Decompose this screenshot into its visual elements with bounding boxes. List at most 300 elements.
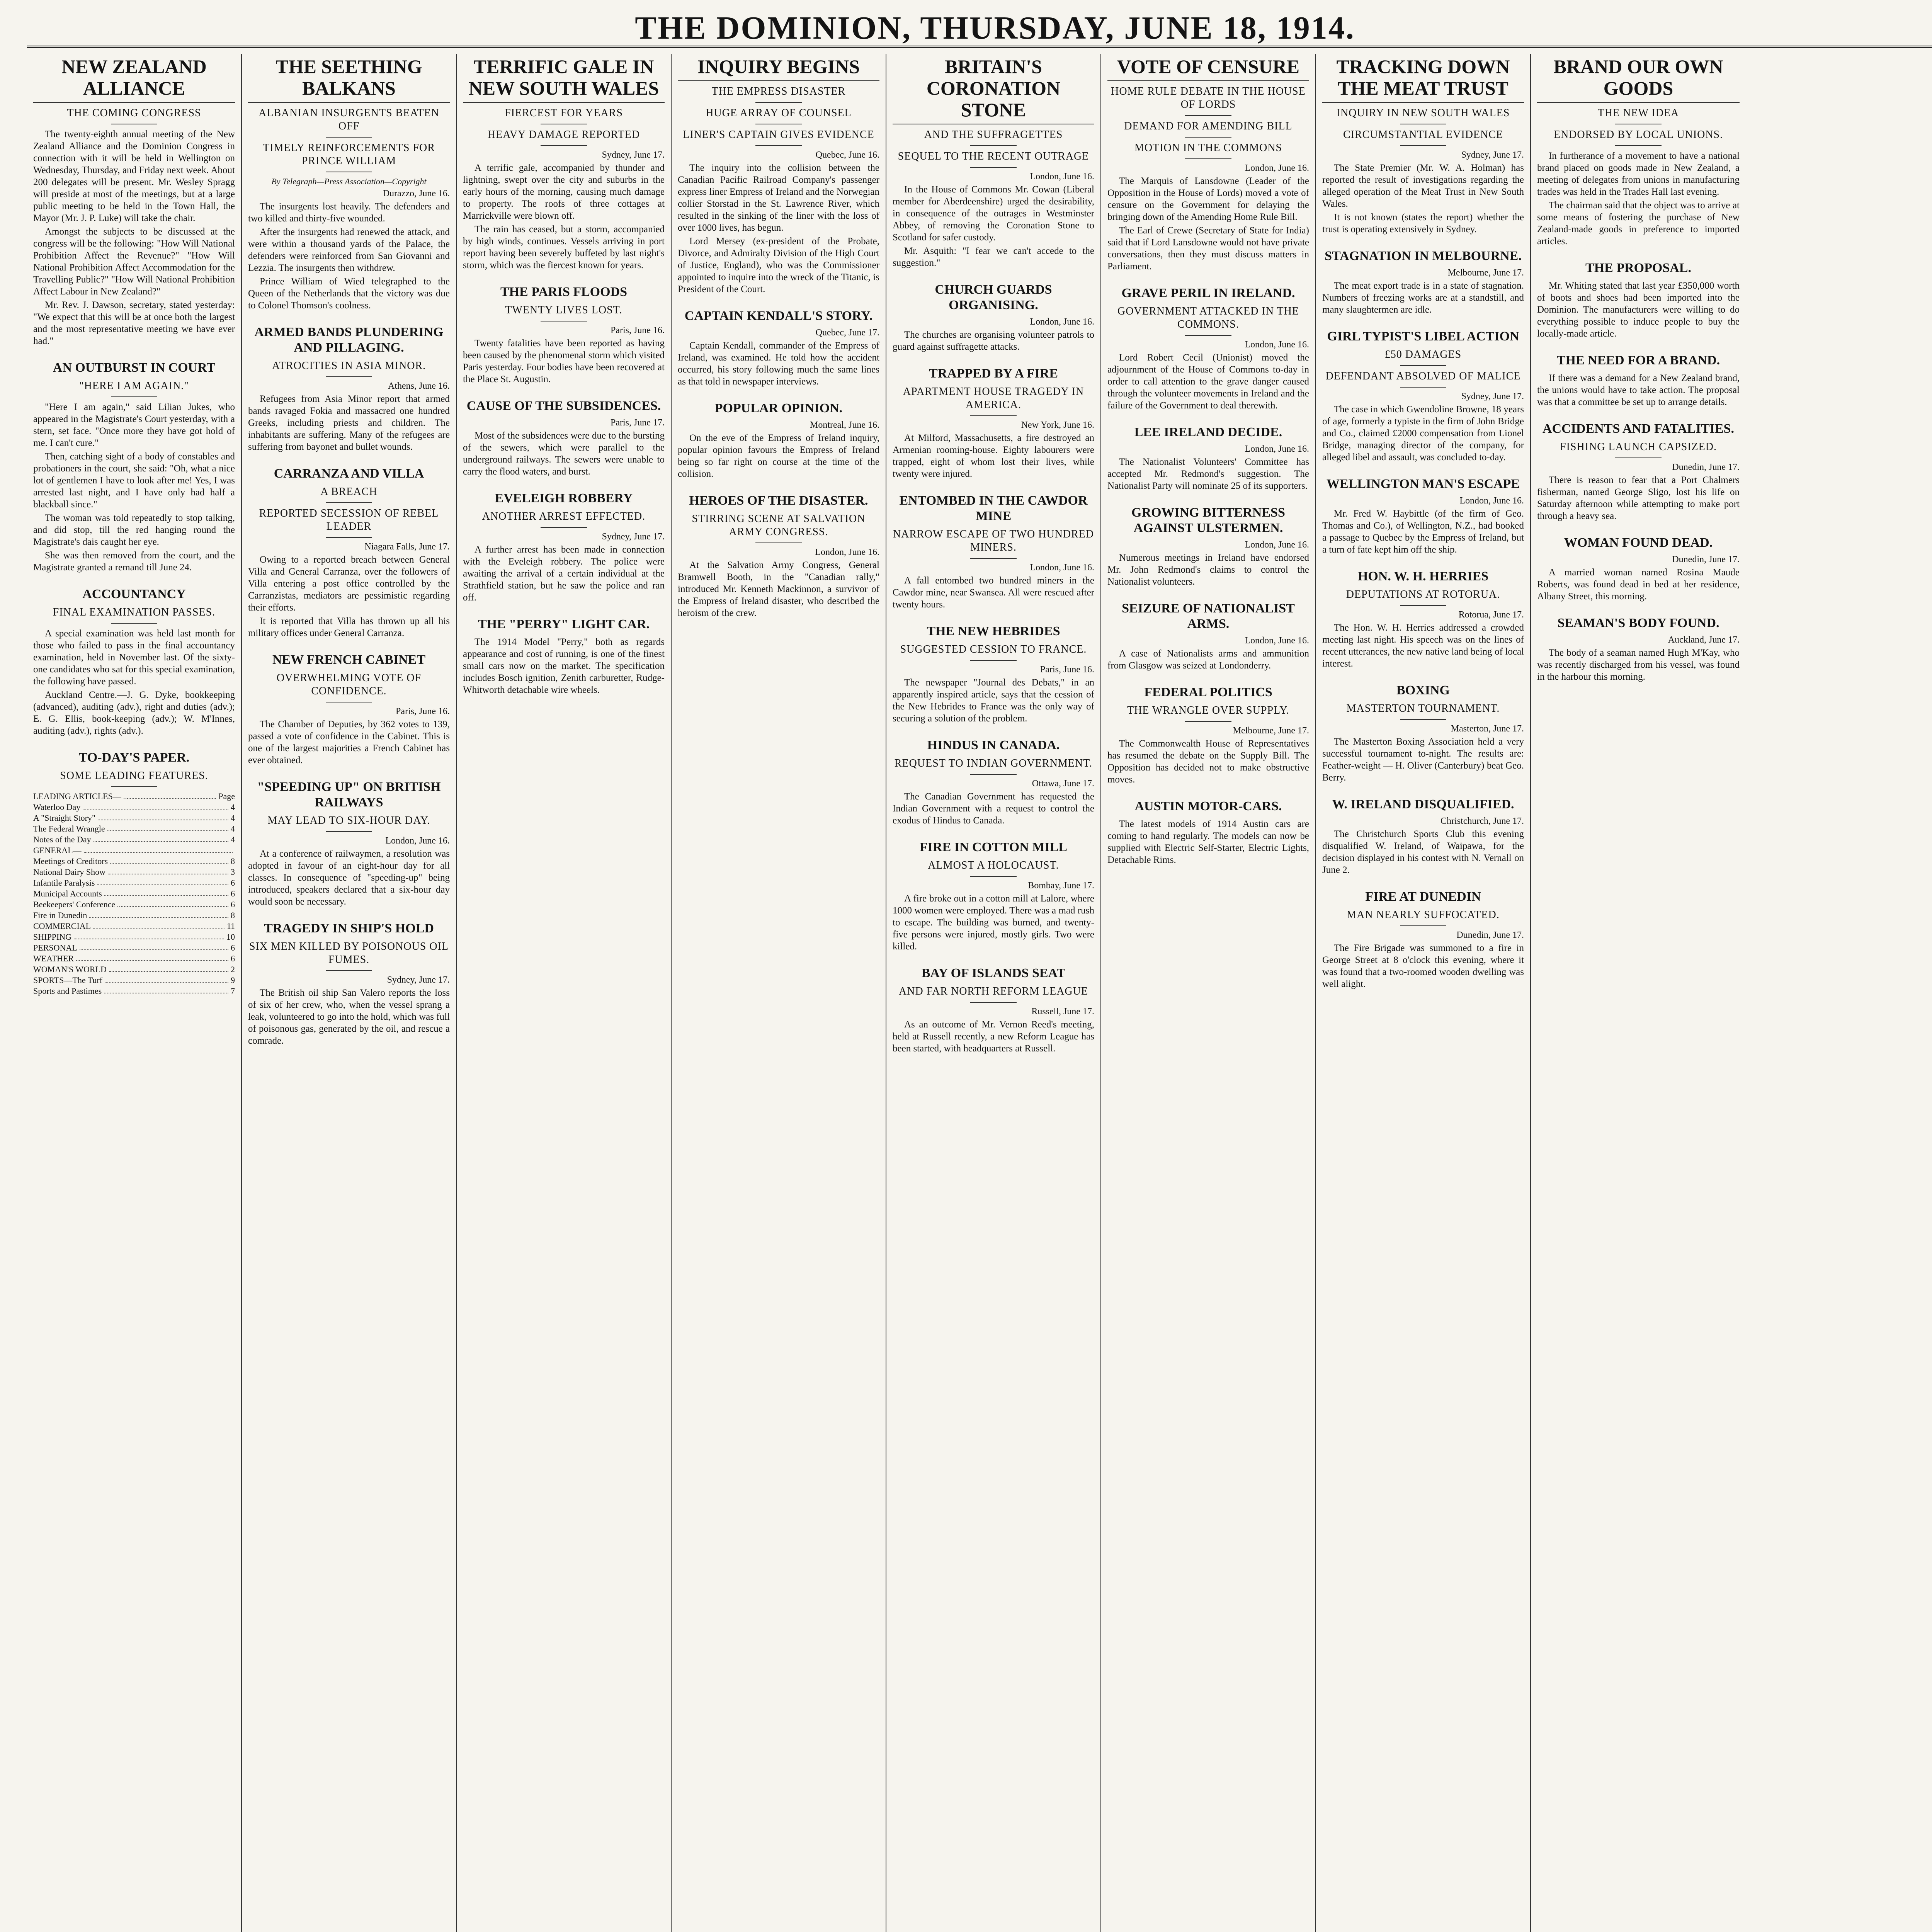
article-body bbox=[463, 162, 665, 271]
article bbox=[463, 398, 665, 478]
leader-dots bbox=[107, 823, 228, 831]
contents-item-label: The Federal Wrangle bbox=[33, 824, 105, 833]
article-paragraph: Captain Kendall, commander of the Empress of Ireland, was examined. He told how the accident occurred, his story following much the same lines as that told in newspaper interviews. bbox=[678, 340, 879, 387]
article-paragraph: In the House of Commons Mr. Cowan (Liberal member for Aberdeenshire) urged the desirability, in consequence of the outrages in Westminster Abbey, of removing the Coronation Stone to Scotland for safer custody. bbox=[893, 184, 1094, 243]
article bbox=[1322, 476, 1524, 556]
contents-item bbox=[33, 975, 235, 986]
article-headline: THE PARIS FLOODS bbox=[500, 285, 628, 299]
contents-item bbox=[33, 802, 235, 813]
contents-item-label: Meetings of Creditors bbox=[33, 856, 108, 866]
leader-dots bbox=[80, 942, 228, 950]
article bbox=[893, 366, 1094, 480]
article bbox=[1322, 248, 1524, 316]
article-headline: GROWING BITTERNESS AGAINST ULSTERMEN. bbox=[1131, 505, 1285, 535]
article bbox=[248, 325, 450, 453]
divider-rule bbox=[1400, 145, 1446, 146]
article-headline: HON. W. H. HERRIES bbox=[1357, 569, 1489, 583]
article-headline: THE NEED FOR A BRAND. bbox=[1556, 353, 1720, 367]
article-body bbox=[1537, 280, 1740, 340]
article-body bbox=[678, 559, 879, 619]
leader-dots bbox=[110, 856, 228, 864]
contents-item bbox=[33, 910, 235, 921]
article-subheadline: SEQUEL TO THE RECENT OUTRAGE bbox=[898, 150, 1089, 162]
divider-rule bbox=[541, 527, 587, 528]
contents-item-label: Beekeepers' Conference bbox=[33, 900, 116, 909]
article-paragraph: The Canadian Government has requested the Indian Government with a request to control the exodus of Hindus to Canada. bbox=[893, 791, 1094, 826]
article bbox=[1537, 535, 1740, 602]
divider-rule bbox=[970, 167, 1017, 168]
column-8 bbox=[1531, 54, 1746, 1932]
article-subheadline: TWENTY LIVES LOST. bbox=[505, 304, 622, 316]
contents-item-page: 6 bbox=[231, 943, 235, 952]
article-paragraph: She was then removed from the court, and the Magistrate granted a remand till June 24. bbox=[33, 550, 235, 573]
article-paragraph: The woman was told repeatedly to stop talking, and did stop, till the red hanging round the Magistrate's dais caught her eye. bbox=[33, 513, 235, 547]
article-headline: STAGNATION IN MELBOURNE. bbox=[1325, 249, 1522, 263]
article-paragraph: Amongst the subjects to be discussed at the congress will be the following: "How Will National Prohibition Affect the Revenue?" "How Will National Prohibition Affect Accommodation for the Travelling Public?" "How Will National Prohibition Affect Labour in New Zealand?" bbox=[33, 226, 235, 297]
article-subheadline: ENDORSED BY LOCAL UNIONS. bbox=[1553, 129, 1723, 141]
article-subheadline: THE EMPRESS DISASTER bbox=[711, 85, 846, 97]
article-place-date: London, June 16. bbox=[1245, 163, 1309, 173]
article-paragraph: Auckland Centre.—J. G. Dyke, bookkeeping (advanced), auditing (adv.), right and duties (adv.); E. G. Ellis, book-keeping (adv.); W. M'Innes, auditing (adv.), rights (adv.). bbox=[33, 690, 235, 736]
article-headline: VOTE OF CENSURE bbox=[1107, 56, 1309, 81]
divider-rule bbox=[970, 1002, 1017, 1003]
article-paragraph: The churches are organising volunteer patrols to guard against suffragette attacks. bbox=[893, 330, 1094, 352]
leader-dots bbox=[117, 899, 228, 907]
divider-rule bbox=[1400, 719, 1446, 720]
article bbox=[1322, 889, 1524, 990]
divider-rule bbox=[1400, 387, 1446, 388]
article bbox=[248, 466, 450, 639]
article-headline: SEAMAN'S BODY FOUND. bbox=[1557, 616, 1719, 630]
article bbox=[33, 56, 235, 347]
article-place-date: Dunedin, June 17. bbox=[1672, 462, 1740, 472]
contents-item-page: 6 bbox=[231, 954, 235, 963]
article-subheadline: MAY LEAD TO SIX-HOUR DAY. bbox=[267, 815, 430, 827]
article-place-date: Quebec, June 16. bbox=[815, 150, 879, 160]
contents-item-page: 8 bbox=[231, 856, 235, 866]
article-subheadline: ALBANIAN INSURGENTS BEATEN OFF bbox=[259, 107, 439, 132]
contents-item-page: 2 bbox=[231, 964, 235, 974]
divider-rule bbox=[326, 831, 372, 832]
article bbox=[678, 308, 879, 388]
article bbox=[248, 56, 450, 311]
divider-rule bbox=[326, 970, 372, 971]
article-body bbox=[893, 329, 1094, 353]
contents-item-page: 7 bbox=[231, 986, 235, 996]
article bbox=[463, 284, 665, 385]
article-headline: BRITAIN'S CORONATION STONE bbox=[893, 56, 1094, 124]
article-place-date: Ottawa, June 17. bbox=[1032, 779, 1094, 789]
article-body bbox=[893, 893, 1094, 952]
article-body bbox=[1107, 456, 1309, 492]
article-paragraph: In furtherance of a movement to have a national brand placed on goods made in New Zealand, a meeting of delegates from unions in manufacturing trades was held in the Trades Hall last evening. bbox=[1537, 151, 1740, 197]
article-place-date: New York, June 16. bbox=[1021, 420, 1094, 430]
article-place-date: London, June 16. bbox=[1030, 172, 1094, 182]
article-place-date: Melbourne, June 17. bbox=[1233, 726, 1309, 736]
contents-item bbox=[33, 878, 235, 888]
article-subheadline: ANOTHER ARREST EFFECTED. bbox=[482, 510, 646, 522]
article-headline: TRACKING DOWN THE MEAT TRUST bbox=[1322, 56, 1524, 103]
contents-item bbox=[33, 899, 235, 910]
contents-item-label: Sports and Pastimes bbox=[33, 986, 102, 996]
article-subheadline: REPORTED SECESSION OF REBEL LEADER bbox=[259, 507, 439, 532]
article-place-date: Quebec, June 17. bbox=[815, 328, 879, 338]
contents-item bbox=[33, 932, 235, 942]
contents-item-label: National Dairy Show bbox=[33, 867, 105, 877]
article bbox=[463, 491, 665, 604]
article-paragraph: A fire broke out in a cotton mill at Lalore, where 1000 women were employed. There was a mad rush to escape. The building was burned, and twenty-five persons were injured, mostly girls. Two were killed. bbox=[893, 893, 1094, 952]
divider-rule bbox=[326, 137, 372, 138]
leader-dots bbox=[74, 932, 224, 939]
article-body bbox=[248, 201, 450, 311]
divider-rule bbox=[970, 774, 1017, 775]
article-paragraph: Mr. Asquith: "I fear we can't accede to the suggestion." bbox=[893, 246, 1094, 268]
divider-rule bbox=[111, 623, 157, 624]
article-body bbox=[1107, 352, 1309, 412]
contents-item-page: 9 bbox=[231, 975, 235, 985]
article-subheadline: HUGE ARRAY OF COUNSEL bbox=[706, 107, 852, 119]
article-paragraph: Mr. Fred W. Haybittle (of the firm of Geo. Thomas and Co.), of Wellington, N.Z., had booked a passage to Quebec by the Empress of Ireland, but a turn of fate kept him off the ship. bbox=[1322, 509, 1524, 555]
article-paragraph: A married woman named Rosina Maude Roberts, was found dead in bed at her residence, Albany Street, this morning. bbox=[1537, 567, 1740, 602]
article-place-date: Christchurch, June 17. bbox=[1440, 816, 1524, 826]
article bbox=[893, 738, 1094, 827]
contents-item-page: Page bbox=[218, 791, 235, 801]
article-headline: BAY OF ISLANDS SEAT bbox=[921, 966, 1066, 980]
article-paragraph: The Fire Brigade was summoned to a fire in George Street at 8 o'clock this evening, where it was found that a two-roomed wooden dwelling was well alight. bbox=[1322, 943, 1524, 989]
contents-item-label: Fire in Dunedin bbox=[33, 910, 87, 920]
article-body bbox=[893, 791, 1094, 827]
article-paragraph: The Nationalist Volunteers' Committee has accepted Mr. Redmond's suggestion. The Nationalist Party will nominate 25 of its supporters. bbox=[1107, 457, 1309, 491]
article-paragraph: The Marquis of Lansdowne (Leader of the Opposition in the House of Lords) moved a vote of censure on the Government for delaying the bringing down of the Amending Home Rule Bill. bbox=[1107, 176, 1309, 222]
article-subheadline: HEAVY DAMAGE REPORTED bbox=[487, 129, 640, 141]
article-headline: CARRANZA AND VILLA bbox=[274, 466, 424, 481]
article-subheadline: FINAL EXAMINATION PASSES. bbox=[53, 606, 216, 618]
article-paragraph: The Christchurch Sports Club this evening disqualified W. Ireland, of Waipawa, for the decision displayed in his contest with N. Vernall on June 2. bbox=[1322, 829, 1524, 875]
article-place-date: Sydney, June 17. bbox=[387, 975, 450, 985]
article bbox=[248, 779, 450, 908]
article-subheadline: THE COMING CONGRESS bbox=[67, 107, 201, 119]
article-subheadline: AND THE SUFFRAGETTES bbox=[924, 129, 1063, 141]
contents-item-page: 4 bbox=[231, 813, 235, 823]
article-body bbox=[893, 184, 1094, 269]
article-place-date: London, June 16. bbox=[815, 547, 879, 557]
article-place-date: Masterton, June 17. bbox=[1451, 724, 1524, 734]
article-place-date: Sydney, June 17. bbox=[602, 532, 665, 542]
article bbox=[248, 652, 450, 766]
article-headline: THE PROPOSAL. bbox=[1585, 261, 1691, 275]
contents-item bbox=[33, 986, 235, 997]
divider-rule bbox=[1185, 115, 1231, 116]
divider-rule bbox=[111, 786, 157, 787]
leader-dots bbox=[94, 834, 228, 842]
contents-item-label: COMMERCIAL bbox=[33, 921, 91, 931]
divider-rule bbox=[1185, 137, 1231, 138]
article bbox=[33, 750, 235, 997]
divider-rule bbox=[970, 660, 1017, 661]
article-paragraph: The Hon. W. H. Herries addressed a crowded meeting last night. His speech was on the lines of recent utterances, the new native land being of local interest. bbox=[1322, 622, 1524, 669]
column-4 bbox=[672, 54, 886, 1932]
article-paragraph: The case in which Gwendoline Browne, 18 years of age, formerly a typiste in the firm of John Bridge and Co., claimed £2000 compensation from Lionel Bridge, managing director of the company, for alleged libel and assault, was concluded to-day. bbox=[1322, 404, 1524, 463]
contents-item-label: PERSONAL bbox=[33, 943, 77, 952]
divider-rule bbox=[1400, 605, 1446, 606]
contents-item-page: 6 bbox=[231, 878, 235, 888]
article-place-date: Sydney, June 17. bbox=[1461, 150, 1524, 160]
contents-item-label: WEATHER bbox=[33, 954, 74, 963]
article bbox=[1322, 329, 1524, 463]
article-headline: POPULAR OPINION. bbox=[714, 401, 843, 415]
article-body bbox=[1537, 647, 1740, 683]
contents-item bbox=[33, 813, 235, 823]
article-place-date: Rotorua, June 17. bbox=[1458, 610, 1524, 620]
article-subheadline: SOME LEADING FEATURES. bbox=[60, 770, 208, 782]
article-paragraph: Mr. Rev. J. Dawson, secretary, stated yesterday: "We expect that this will be at once both the largest and the most representative meeting we have ever had." bbox=[33, 300, 235, 346]
article-subheadline: MAN NEARLY SUFFOCATED. bbox=[1347, 909, 1500, 921]
article-headline: BOXING bbox=[1396, 683, 1450, 697]
article-body bbox=[463, 430, 665, 478]
divider-rule bbox=[326, 502, 372, 503]
divider-rule bbox=[111, 396, 157, 397]
article-place-date: Paris, June 16. bbox=[396, 706, 450, 716]
article-paragraph: Then, catching sight of a body of constables and probationers in the court, she said: "Oh, what a nice lot of gentlemen I have to look after me! Yes, I was arrested last night, and I have only had half a blackball since." bbox=[33, 451, 235, 510]
article-headline: CAPTAIN KENDALL'S STORY. bbox=[684, 309, 873, 323]
article-headline: GRAVE PERIL IN IRELAND. bbox=[1121, 286, 1295, 300]
contents-item bbox=[33, 953, 235, 964]
article-place-date: Durazzo, June 16. bbox=[383, 189, 450, 199]
leader-dots bbox=[108, 867, 228, 874]
article-headline: LEE IRELAND DECIDE. bbox=[1134, 425, 1282, 439]
article-place-date: Paris, June 16. bbox=[1040, 665, 1094, 675]
article-subheadline: TIMELY REINFORCEMENTS FOR PRINCE WILLIAM bbox=[263, 142, 435, 167]
contents-item-page: 8 bbox=[231, 910, 235, 920]
article-paragraph: Lord Mersey (ex-president of the Probate, Divorce, and Admiralty Division of the High Court of Justice, England), who was the Commissioner appointed to inquire into the wreck of the Titanic, is President of the Court. bbox=[678, 236, 879, 294]
article bbox=[1107, 286, 1309, 412]
divider-rule bbox=[1400, 925, 1446, 926]
contents-item-page: 10 bbox=[226, 932, 235, 942]
article-headline: NEW FRENCH CABINET bbox=[272, 653, 426, 667]
article-headline: ARMED BANDS PLUNDERING AND PILLAGING. bbox=[254, 325, 444, 355]
article-subheadline: DEFENDANT ABSOLVED OF MALICE bbox=[1325, 370, 1521, 382]
article-paragraph: On the eve of the Empress of Ireland inquiry, popular opinion favours the Empress of Ireland being so far right on course at the time of the collision. bbox=[678, 433, 879, 479]
article-body bbox=[893, 1019, 1094, 1054]
article-headline: CAUSE OF THE SUBSIDENCES. bbox=[466, 399, 661, 413]
contents-item-label: SHIPPING bbox=[33, 932, 72, 942]
article bbox=[1537, 260, 1740, 340]
article-subheadline: NARROW ESCAPE OF TWO HUNDRED MINERS. bbox=[893, 528, 1094, 553]
article-place-date: London, June 16. bbox=[1245, 636, 1309, 646]
contents-item-label: A "Straight Story" bbox=[33, 813, 95, 823]
article-place-date: Niagara Falls, June 17. bbox=[364, 542, 450, 552]
contents-item-label: GENERAL— bbox=[33, 845, 82, 855]
leader-dots bbox=[98, 813, 228, 820]
article-headline: WELLINGTON MAN'S ESCAPE bbox=[1326, 477, 1520, 491]
article-body bbox=[463, 636, 665, 696]
article-subheadline: THE NEW IDEA bbox=[1597, 107, 1679, 119]
article-body bbox=[893, 677, 1094, 724]
contents-list bbox=[33, 791, 235, 997]
article-body bbox=[248, 393, 450, 453]
article-body bbox=[248, 848, 450, 908]
article-body bbox=[33, 128, 235, 347]
article-paragraph: A further arrest has been made in connection with the Eveleigh robbery. The police were awaiting the arrival of a certain individual at the Strathfield station, but he saw the police and ran off. bbox=[463, 544, 665, 603]
leader-dots bbox=[104, 888, 228, 896]
article-headline: ACCIDENTS AND FATALITIES. bbox=[1543, 422, 1734, 436]
divider-rule bbox=[970, 415, 1017, 416]
article-paragraph: The British oil ship San Valero reports the loss of six of her crew, who, when the vessel sprang a leak, volunteered to go into the hold, which was full of poisonous gas, generated by the oil, and rescue a comrade. bbox=[248, 988, 450, 1046]
article-subheadline: DEMAND FOR AMENDING BILL bbox=[1124, 120, 1293, 132]
article-headline: FEDERAL POLITICS bbox=[1144, 685, 1272, 699]
article-body bbox=[1537, 566, 1740, 602]
article-body bbox=[1322, 162, 1524, 235]
article-headline: W. IRELAND DISQUALIFIED. bbox=[1332, 797, 1514, 811]
article-place-date: London, June 16. bbox=[385, 836, 450, 846]
article-paragraph: Most of the subsidences were due to the bursting of the sewers, which were parallel to the underground railways. The sewers were unable to carry the flood waters, and burst. bbox=[463, 430, 665, 477]
article-paragraph: After the insurgents had renewed the attack, and were within a thousand yards of the Palace, the defenders were reinforced from San Giovanni and Lezzia. The insurgents then withdrew. bbox=[248, 227, 450, 273]
article-paragraph: The Chamber of Deputies, by 362 votes to 139, passed a vote of confidence in the Cabinet. This is one of the largest majorities a French Cabinet has ever obtained. bbox=[248, 719, 450, 765]
contents-item-label: Infantile Paralysis bbox=[33, 878, 95, 888]
article-subheadline: HOME RULE DEBATE IN THE HOUSE OF LORDS bbox=[1111, 85, 1306, 111]
divider-rule bbox=[1615, 457, 1662, 458]
article-subheadline: THE WRANGLE OVER SUPPLY. bbox=[1127, 704, 1289, 716]
divider-rule bbox=[1185, 335, 1231, 336]
article-headline: INQUIRY BEGINS bbox=[678, 56, 879, 81]
article-headline: WOMAN FOUND DEAD. bbox=[1564, 536, 1713, 550]
contents-item-label: Municipal Accounts bbox=[33, 889, 102, 898]
article-place-date: Sydney, June 17. bbox=[602, 150, 665, 160]
divider-rule bbox=[1400, 365, 1446, 366]
article-place-date: London, June 16. bbox=[1245, 540, 1309, 550]
article-body bbox=[1537, 150, 1740, 247]
article-headline: NEW ZEALAND ALLIANCE bbox=[33, 56, 235, 103]
article-paragraph: "Here I am again," said Lilian Jukes, who appeared in the Magistrate's Court yesterday, with a stern, set face. "Once more they have got hold of me. I can't cure." bbox=[33, 402, 235, 448]
article-place-date: Melbourne, June 17. bbox=[1447, 268, 1524, 278]
article-paragraph: Twenty fatalities have been reported as having been caused by the phenomenal storm which visited Paris yesterday. Four bodies have been recovered at the Place St. Augustin. bbox=[463, 338, 665, 384]
contents-item bbox=[33, 867, 235, 878]
article-body bbox=[1107, 552, 1309, 588]
contents-item bbox=[33, 823, 235, 834]
article-paragraph: A case of Nationalists arms and ammunition from Glasgow was seized at Londonderry. bbox=[1107, 648, 1309, 671]
article bbox=[248, 921, 450, 1047]
article-subheadline: MASTERTON TOURNAMENT. bbox=[1346, 702, 1500, 714]
contents-item-page: 6 bbox=[231, 889, 235, 898]
article-paragraph: At Milford, Massachusetts, a fire destroyed an Armenian rooming-house. Eighty labourers were trapped, eight of whom lost their lives, while twenty were injured. bbox=[893, 433, 1094, 479]
article-headline: TERRIFIC GALE IN NEW SOUTH WALES bbox=[463, 56, 665, 103]
article bbox=[1107, 799, 1309, 866]
contents-item bbox=[33, 888, 235, 899]
leader-dots bbox=[89, 910, 228, 918]
article-paragraph: Refugees from Asia Minor report that armed bands ravaged Fokia and massacred one hundred Greeks, including priests and children. The inhabitants are suffering. Many of the refugees are suffering from bayonet and bullet wounds. bbox=[248, 394, 450, 452]
article-paragraph: Owing to a reported breach between General Villa and General Carranza, over the followers of Villa entering a post office controlled by the Carranzistas, mediators are pessimistic regarding their efforts. bbox=[248, 554, 450, 613]
article-headline: EVELEIGH ROBBERY bbox=[495, 491, 633, 505]
column-7 bbox=[1316, 54, 1531, 1932]
article-paragraph: The Masterton Boxing Association held a very successful tournament to-night. The results are: Feather-weight — H. Oliver (Canterbury) beat Geo. Berry. bbox=[1322, 736, 1524, 783]
column-1 bbox=[27, 54, 242, 1932]
leader-dots bbox=[104, 986, 228, 993]
article-subheadline: A BREACH bbox=[320, 486, 378, 498]
article-body bbox=[1322, 508, 1524, 556]
article-headline: THE "PERRY" LIGHT CAR. bbox=[478, 617, 650, 631]
column-6 bbox=[1101, 54, 1316, 1932]
columns-container bbox=[27, 54, 1932, 1932]
article bbox=[893, 493, 1094, 611]
article bbox=[33, 587, 235, 737]
article bbox=[1322, 569, 1524, 670]
column-2 bbox=[242, 54, 457, 1932]
contents-item-page: 4 bbox=[231, 835, 235, 844]
article-place-date: Dunedin, June 17. bbox=[1456, 930, 1524, 940]
leader-dots bbox=[93, 921, 224, 929]
article-place-date: London, June 16. bbox=[1245, 340, 1309, 350]
article-subheadline: STIRRING SCENE AT SALVATION ARMY CONGRESS. bbox=[692, 513, 866, 538]
article-paragraph: The chairman said that the object was to arrive at some means of fostering the purchase of New Zealand-made goods in preference to imported articles. bbox=[1537, 200, 1740, 247]
article bbox=[1107, 685, 1309, 786]
article bbox=[1537, 56, 1740, 247]
article-body bbox=[1322, 736, 1524, 784]
divider-rule bbox=[1185, 721, 1231, 722]
article-paragraph: Numerous meetings in Ireland have endorsed Mr. John Redmond's claims to control the Nationalist volunteers. bbox=[1107, 553, 1309, 587]
article-body bbox=[463, 544, 665, 604]
article-paragraph: A fall entombed two hundred miners in the Cawdor mine, near Swansea. All were rescued after twenty hours. bbox=[893, 575, 1094, 610]
article-place-date: Bombay, June 17. bbox=[1028, 881, 1094, 891]
article-headline: THE SEETHING BALKANS bbox=[248, 56, 450, 103]
article-subheadline: INQUIRY IN NEW SOUTH WALES bbox=[1336, 107, 1510, 119]
article-body bbox=[678, 340, 879, 388]
article-body bbox=[33, 628, 235, 737]
article-paragraph: The latest models of 1914 Austin cars are coming to hand regularly. The models can now be supplied with Electric Self-Starter, Electric Lights, Detachable Rims. bbox=[1107, 819, 1309, 865]
article bbox=[1107, 601, 1309, 672]
article-subheadline: ATROCITIES IN ASIA MINOR. bbox=[272, 360, 426, 372]
article bbox=[893, 282, 1094, 353]
article-headline: BRAND OUR OWN GOODS bbox=[1537, 56, 1740, 103]
article-paragraph: As an outcome of Mr. Vernon Reed's meeting, held at Russell recently, a new Reform League has been started, with headquarters at Russell. bbox=[893, 1019, 1094, 1054]
article-body bbox=[248, 554, 450, 639]
contents-item-label: WOMAN'S WORLD bbox=[33, 964, 107, 974]
article-headline: GIRL TYPIST'S LIBEL ACTION bbox=[1327, 329, 1519, 344]
leader-dots bbox=[124, 791, 216, 799]
article-subheadline: AND FAR NORTH REFORM LEAGUE bbox=[899, 985, 1088, 997]
article-headline: CHURCH GUARDS ORGANISING. bbox=[935, 282, 1052, 312]
article-body bbox=[678, 432, 879, 480]
article-headline: SEIZURE OF NATIONALIST ARMS. bbox=[1122, 601, 1295, 631]
article-body bbox=[678, 162, 879, 295]
contents-item-page: 6 bbox=[231, 900, 235, 909]
article-place-date: London, June 16. bbox=[1459, 496, 1524, 506]
article-paragraph: Prince William of Wied telegraphed to the Queen of the Netherlands that the victory was due to Colonel Thomson's coolness. bbox=[248, 276, 450, 311]
contents-item-label: SPORTS—The Turf bbox=[33, 975, 103, 985]
article-place-date: Paris, June 17. bbox=[611, 418, 665, 428]
leader-dots bbox=[84, 845, 233, 853]
leader-dots bbox=[76, 953, 228, 961]
article-paragraph: The State Premier (Mr. W. A. Holman) has reported the result of investigations regarding the alleged operation of the Meat Trust in New South Wales. bbox=[1322, 163, 1524, 209]
divider-rule bbox=[970, 558, 1017, 559]
contents-item-page: 4 bbox=[231, 824, 235, 833]
article-place-date: Paris, June 16. bbox=[611, 325, 665, 335]
article-body bbox=[893, 575, 1094, 611]
article-paragraph: Mr. Whiting stated that last year £350,000 worth of boots and shoes had been imported into the Dominion. The manufacturers were willing to do everything possible to induce people to buy the locally-made article. bbox=[1537, 281, 1740, 339]
article-body bbox=[1322, 942, 1524, 990]
article-paragraph: There is reason to fear that a Port Chalmers fisherman, named George Sligo, lost his life on Saturday afternoon while attempting to make port through a heavy sea. bbox=[1537, 475, 1740, 521]
article-subheadline: "HERE I AM AGAIN." bbox=[79, 380, 189, 392]
article-body bbox=[33, 401, 235, 573]
article bbox=[893, 624, 1094, 724]
article bbox=[1107, 425, 1309, 492]
article-place-date: London, June 16. bbox=[1030, 317, 1094, 327]
contents-item bbox=[33, 791, 235, 802]
article-body bbox=[1537, 372, 1740, 408]
article-headline: ENTOMBED IN THE CAWDOR MINE bbox=[899, 493, 1088, 523]
article-paragraph: The twenty-eighth annual meeting of the New Zealand Alliance and the Dominion Congress in connection with it will be held in Wellington on Wednesday, Thursday, and Friday next week. About 200 delegates will be present. Mr. Wesley Spragg will preside at most of the meetings, but at a large public meeting to be held in the Town Hall, the Mayor (Mr. J. P. Luke) will take the chair. bbox=[33, 129, 235, 223]
article-subheadline: ALMOST A HOLOCAUST. bbox=[928, 859, 1059, 871]
masthead bbox=[27, 7, 1932, 48]
